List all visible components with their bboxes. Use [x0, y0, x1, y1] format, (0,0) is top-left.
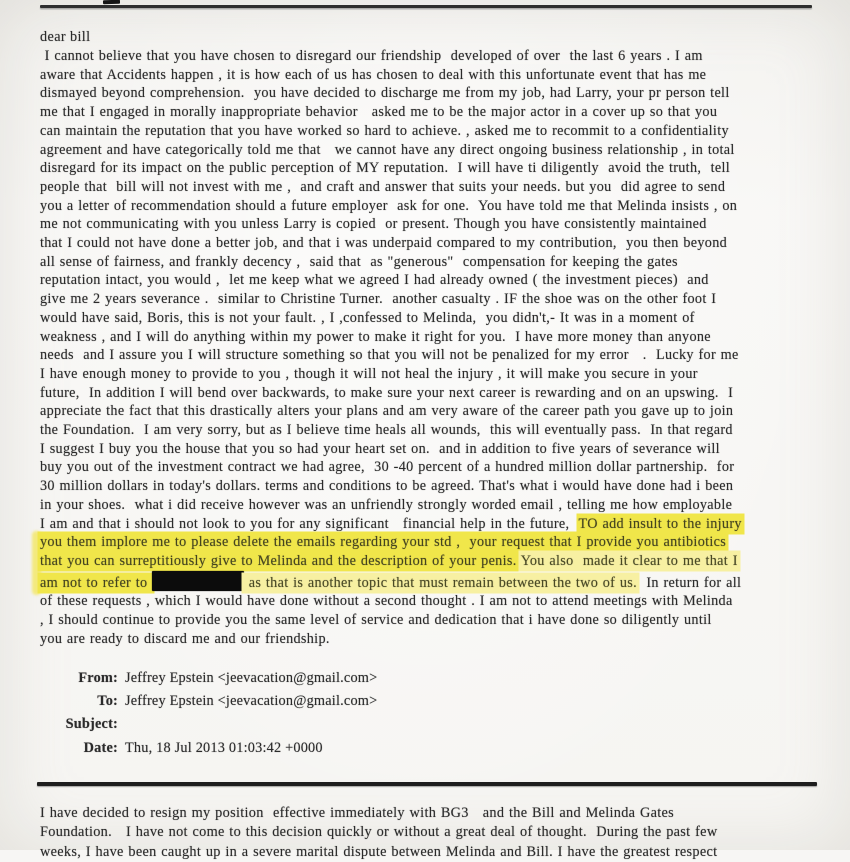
body-line [40, 384, 820, 403]
scan-artifact-mark [103, 0, 120, 4]
highlighted-text: as that is another topic that must remain between the two of us. [244, 574, 638, 591]
body-text: of these requests , which I would have done without a second thought . I am not to attend meetings with Melinda [40, 593, 733, 610]
body-text: , I should continue to provide you the same level of service and dedication that i have done so diligently until [40, 612, 712, 629]
body-line [40, 458, 820, 477]
body-text: that I could not have done a better job, and that i was underpaid compared to my contribution, you then beyond [40, 235, 728, 252]
body-line [40, 365, 820, 384]
body-line [40, 346, 820, 365]
body-text: appreciate the fact that this drastically alters your plans and am very aware of the career path you gave up to join [40, 403, 734, 420]
body-line [40, 552, 820, 571]
highlighted-text: You also made it clear to me that I [520, 552, 738, 569]
header-field-value: Jeffrey Epstein <jeevacation@gmail.com> [125, 693, 378, 710]
body-text: me that I engaged in morally inappropriate behavior asked me to be the major actor in a cover up so that you [40, 104, 718, 121]
body-text: you a letter of recommendation should a future employer ask for one. You have told me that Melinda insists , on [40, 197, 738, 214]
body-line [40, 234, 820, 253]
body-line [40, 533, 820, 552]
body-line [40, 630, 820, 649]
body-text: In return for all [637, 574, 742, 591]
top-divider-line [40, 5, 812, 8]
body-line [40, 421, 820, 440]
body-text: you are ready to discard me and our friendship. [40, 630, 330, 647]
body-text: me not communicating with you unless Larry is copied or present. Though you have consistently maintained [40, 216, 707, 233]
body-text: people that bill will not invest with me , and craft and answer that suits your needs. but you did agree to send [40, 178, 726, 195]
body-line [40, 402, 820, 421]
redaction-box [152, 571, 244, 591]
body-line [40, 253, 820, 272]
body-text: the Foundation. I am very sorry, but as I believe time heals all wounds, this will eventually pass. In that regard [40, 422, 733, 439]
bottom-divider-line [37, 782, 817, 786]
body-text: disregard for its impact on the public perception of MY reputation. I will have ti diligently avoid the truth, tell [40, 160, 730, 177]
body-text: I have enough money to provide to you , though it will not heal the injury , it will make you secure in your [40, 365, 698, 382]
body-line [40, 66, 820, 85]
body-text: needs and I assure you I will structure something so that you will not be penalized for my error . Lucky for me [40, 347, 739, 364]
body-line [40, 515, 820, 534]
header-field-value: Jeffrey Epstein <jeevacation@gmail.com> [125, 670, 378, 686]
resignation-line: weeks, I have been caught up in a severe marital dispute between Melinda and Bill. I have the greatest respect [40, 843, 718, 860]
resignation-line: I have decided to resign my position effective immediately with BG3 and the Bill and Melinda Gates [40, 805, 675, 821]
body-text: in your shoes. what i did receive however was an unfriendly strongly worded email , telling me how employable [40, 496, 733, 513]
body-line [40, 84, 820, 103]
body-text: reputation intact, you would , let me keep what we agreed I had already owned ( the investment pieces) and [40, 272, 709, 289]
body-text: I suggest I buy you the house that you so had your heart set on. and in addition to five years of severance will [40, 440, 720, 457]
header-field-label: Date: [83, 739, 118, 756]
body-line [40, 215, 820, 234]
body-line [40, 611, 820, 630]
body-text: buy you out of the investment contract we had agree, 30 -40 percent of a hundred million dollar partnership. for [40, 459, 735, 476]
body-line [40, 141, 820, 160]
highlighted-text: that you can surreptitiously give to Melinda and the description of your penis. [40, 552, 521, 569]
body-text: I cannot believe that you have chosen to disregard our friendship developed of over the last 6 years . I am [40, 48, 703, 64]
body-line [40, 122, 820, 141]
body-text: give me 2 years severance . similar to Christine Turner. another casualty . IF the shoe was on the other foot I [40, 291, 717, 308]
body-line [40, 440, 820, 459]
body-line [40, 496, 820, 515]
header-field-value: Thu, 18 Jul 2013 01:03:42 +0000 [125, 739, 323, 756]
body-line [40, 328, 820, 347]
body-line [40, 159, 820, 178]
body-line [40, 309, 820, 328]
body-line [40, 271, 820, 290]
body-line [40, 290, 820, 309]
body-text: 30 million dollars in today's dollars. terms and conditions to be agreed. That's what i would have done had i been [40, 478, 734, 495]
body-text: aware that Accidents happen , it is how each of us has chosen to deal with this unfortunate event that has me [40, 66, 707, 83]
header-field-label: Subject: [65, 716, 118, 733]
body-line [40, 571, 820, 593]
body-line [40, 103, 820, 122]
body-line [40, 592, 820, 611]
highlighted-text: am not to refer to [40, 574, 153, 591]
body-line [40, 47, 820, 66]
body-text: can maintain the reputation that you have worked so hard to achieve. , asked me to recommit to a confidentiality [40, 122, 729, 139]
header-field-from [38, 667, 377, 690]
resignation-paragraph [40, 804, 825, 862]
greeting: dear bill [40, 29, 91, 45]
header-field-to [38, 690, 377, 713]
body-text: I am and that i should not look to you for any significant financial help in the future, [40, 515, 579, 532]
body-line [40, 178, 820, 197]
header-field-subject [38, 713, 377, 736]
body-line [40, 197, 820, 216]
resignation-line: Foundation. I have not come to this decision quickly or without a great deal of thought. During the past few [40, 824, 718, 841]
body-text: weakness , and I will do anything within my power to make it right for you. I have more money than anyone [40, 328, 711, 345]
header-field-date [38, 737, 377, 760]
body-text: dismayed beyond comprehension. you have decided to discharge me from my job, had Larry, your pr person tell [40, 85, 730, 102]
letter-body [40, 47, 820, 649]
body-text: all sense of fairness, and frankly decency , said that as "generous" compensation for keeping the gates [40, 253, 678, 270]
header-field-label: To: [97, 693, 118, 710]
header-field-label: From: [78, 670, 118, 686]
highlighted-text: TO add insult to the injury [578, 515, 742, 532]
body-text: would have said, Boris, this is not your fault. , I ,confessed to Melinda, you didn't,- It was in a moment of [40, 309, 695, 326]
highlighted-text: you them implore me to please delete the emails regarding your std , your request that I provide you antibiotics [40, 534, 727, 551]
body-text: agreement and have categorically told me that we cannot have any direct ongoing business relationship , in total [40, 141, 735, 158]
email-header [38, 667, 377, 760]
body-line [40, 477, 820, 496]
body-text: future, In addition I will bend over backwards, to make sure your next career is rewarding and on an upswing. I [40, 384, 734, 401]
